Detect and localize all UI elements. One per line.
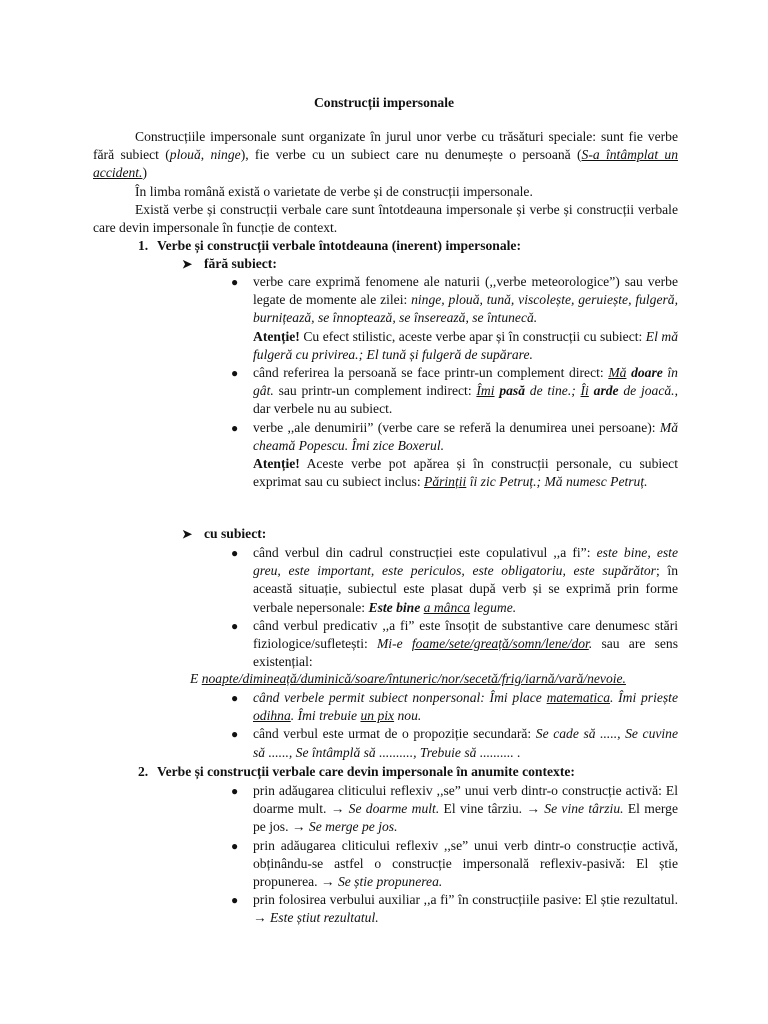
- list-item: ● când verbul este urmat de o propoziție secundară: Se cade să ....., Se cuvine să ......, Se întâmplă să .........., Trebuie să .......... .: [231, 726, 679, 760]
- subheading-with-subject-text: cu subiect:: [204, 526, 267, 541]
- list-item: ● verbe ,,ale denumirii” (verbe care se referă la denumirea unei persoane): Mă cheamă Popescu. Îmi zice Boxerul. Atenție! Aceste verbe pot apărea și în construcții personale, cu subiect exprimat sau cu subiect inclus: Părinții îi zic Petruț.; Mă numesc Petruț.: [231, 419, 678, 492]
- bullet-dot-icon: ●: [231, 838, 239, 853]
- bullet-list-without-subject: [231, 273, 678, 491]
- bullet-dot-icon: ●: [231, 691, 239, 705]
- list-item: ● prin adăugarea cliticului reflexiv ,,se” unui verb dintr-o construcție activă, obținându-se astfel o construcție impersonală reflexiv-pasivă: El știe propunerea. → Se știe propunerea.: [231, 837, 678, 890]
- bullet-dot-icon: ●: [231, 420, 239, 435]
- bullet-dot-icon: ●: [231, 727, 239, 742]
- intro-paragraph-2: În limba română există o varietate de verbe și de construcții impersonale.: [135, 183, 533, 199]
- bullet-dot-icon: ●: [231, 618, 239, 633]
- section-1-number: 1.: [138, 238, 149, 253]
- list-item: ● când verbul predicativ ,,a fi” este însoțit de substantive care denumesc stări fiziologice/sufletești: Mi-e foame/sete/greață/somn/lene/dor. sau are sens existențial:: [231, 617, 679, 670]
- bullet-list-with-subject-continued: [231, 689, 678, 762]
- subheading-without-subject: [182, 255, 277, 273]
- bullet-dot-icon: ●: [231, 366, 239, 381]
- intro-section: [93, 128, 678, 237]
- list-item: ● când verbul din cadrul construcției este copulativul ,,a fi”: este bine, este greu, este important, este periculos, este obligatoriu, este supărător; în această situație, subiectul este plasat după verb și se exprimă prin forme verbale nepersonale: Este bine a mânca legume.: [231, 545, 678, 615]
- list-item: ● prin adăugarea cliticului reflexiv ,,se” unui verb dintr-o construcție activă: El doarme mult. → Se doarme mult. El vine târziu. → Se vine târziu. El merge pe jos. → Se merge pe jos.: [231, 783, 678, 835]
- arrowhead-icon: ➤: [182, 257, 193, 271]
- list-item: ● când verbele permit subiect nonpersonal: Îmi place matematica. Îmi priește odihna. Îmi trebuie un pix nou.: [231, 690, 678, 724]
- bullet-list-with-subject: [231, 544, 678, 671]
- arrowhead-icon: ➤: [182, 527, 193, 541]
- section-1-heading-text: Verbe și construcții verbale întotdeauna (inerent) impersonale:: [157, 238, 521, 253]
- bullet-dot-icon: ●: [231, 275, 239, 289]
- note-paragraph: Atenție! Aceste verbe pot apărea și în construcții personale, cu subiect exprimat sau cu subiect inclus: Părinții îi zic Petruț.; Mă numesc Petruț.: [253, 456, 678, 490]
- bullet-dot-icon: ●: [231, 784, 239, 798]
- intro-paragraph-3: Există verbe și construcții verbale care sunt întotdeauna impersonale și verbe și construcții verbale care devin impersonale în funcție de context.: [93, 201, 678, 236]
- existential-example-line: E noapte/dimineață/duminică/soare/întuneric/nor/secetă/frig/iarnă/vară/nevoie.: [190, 671, 626, 686]
- note-paragraph: Atenție! Cu efect stilistic, aceste verbe apar și în construcții cu subiect: El mă fulgeră cu privirea.; El tună și fulgeră de supărare.: [253, 328, 679, 362]
- bullet-dot-icon: ●: [231, 546, 239, 560]
- subheading-with-subject: [182, 525, 266, 543]
- page-title: Construcții impersonale: [313, 95, 455, 110]
- list-item: ● prin folosirea verbului auxiliar ,,a fi” în construcțiile pasive: El știe rezultatul. → Este știut rezultatul.: [231, 892, 678, 926]
- section-2-number: 2.: [138, 764, 149, 779]
- list-item: ● verbe care exprimă fenomene ale naturii (,,verbe meteorologice”) sau verbe legate de momente ale zilei: ninge, plouă, tună, viscolește, geruiește, fulgeră, burnițează, se înnoptează, se înserează, se întunecă. Atenție! Cu efect stilistic, aceste verbe apar și în construcții cu subiect: El mă fulgeră cu privirea.; El tună și fulgeră de supărare.: [231, 273, 678, 364]
- section-2-heading-text: Verbe și construcții verbale care devin impersonale în anumite contexte:: [157, 764, 575, 779]
- intro-paragraph-1: Construcțiile impersonale sunt organizate în jurul unor verbe cu trăsături speciale: sunt fie verbe fără subiect (plouă, ninge), fie verbe cu un subiect care nu denumește o persoană (S-a întâmplat un accident.): [93, 129, 679, 181]
- section-1-heading: [138, 237, 698, 255]
- section-2-heading: [138, 763, 698, 781]
- bullet-dot-icon: ●: [231, 893, 239, 908]
- subheading-without-subject-text: fără subiect:: [204, 256, 277, 271]
- bullet-list-contextual: [231, 782, 678, 928]
- list-item: ● când referirea la persoană se face printr-un complement direct: Mă doare în gât. sau printr-un complement indirect: Îmi pasă de tine.; Îi arde de joacă., dar verbele nu au subiect.: [231, 365, 678, 417]
